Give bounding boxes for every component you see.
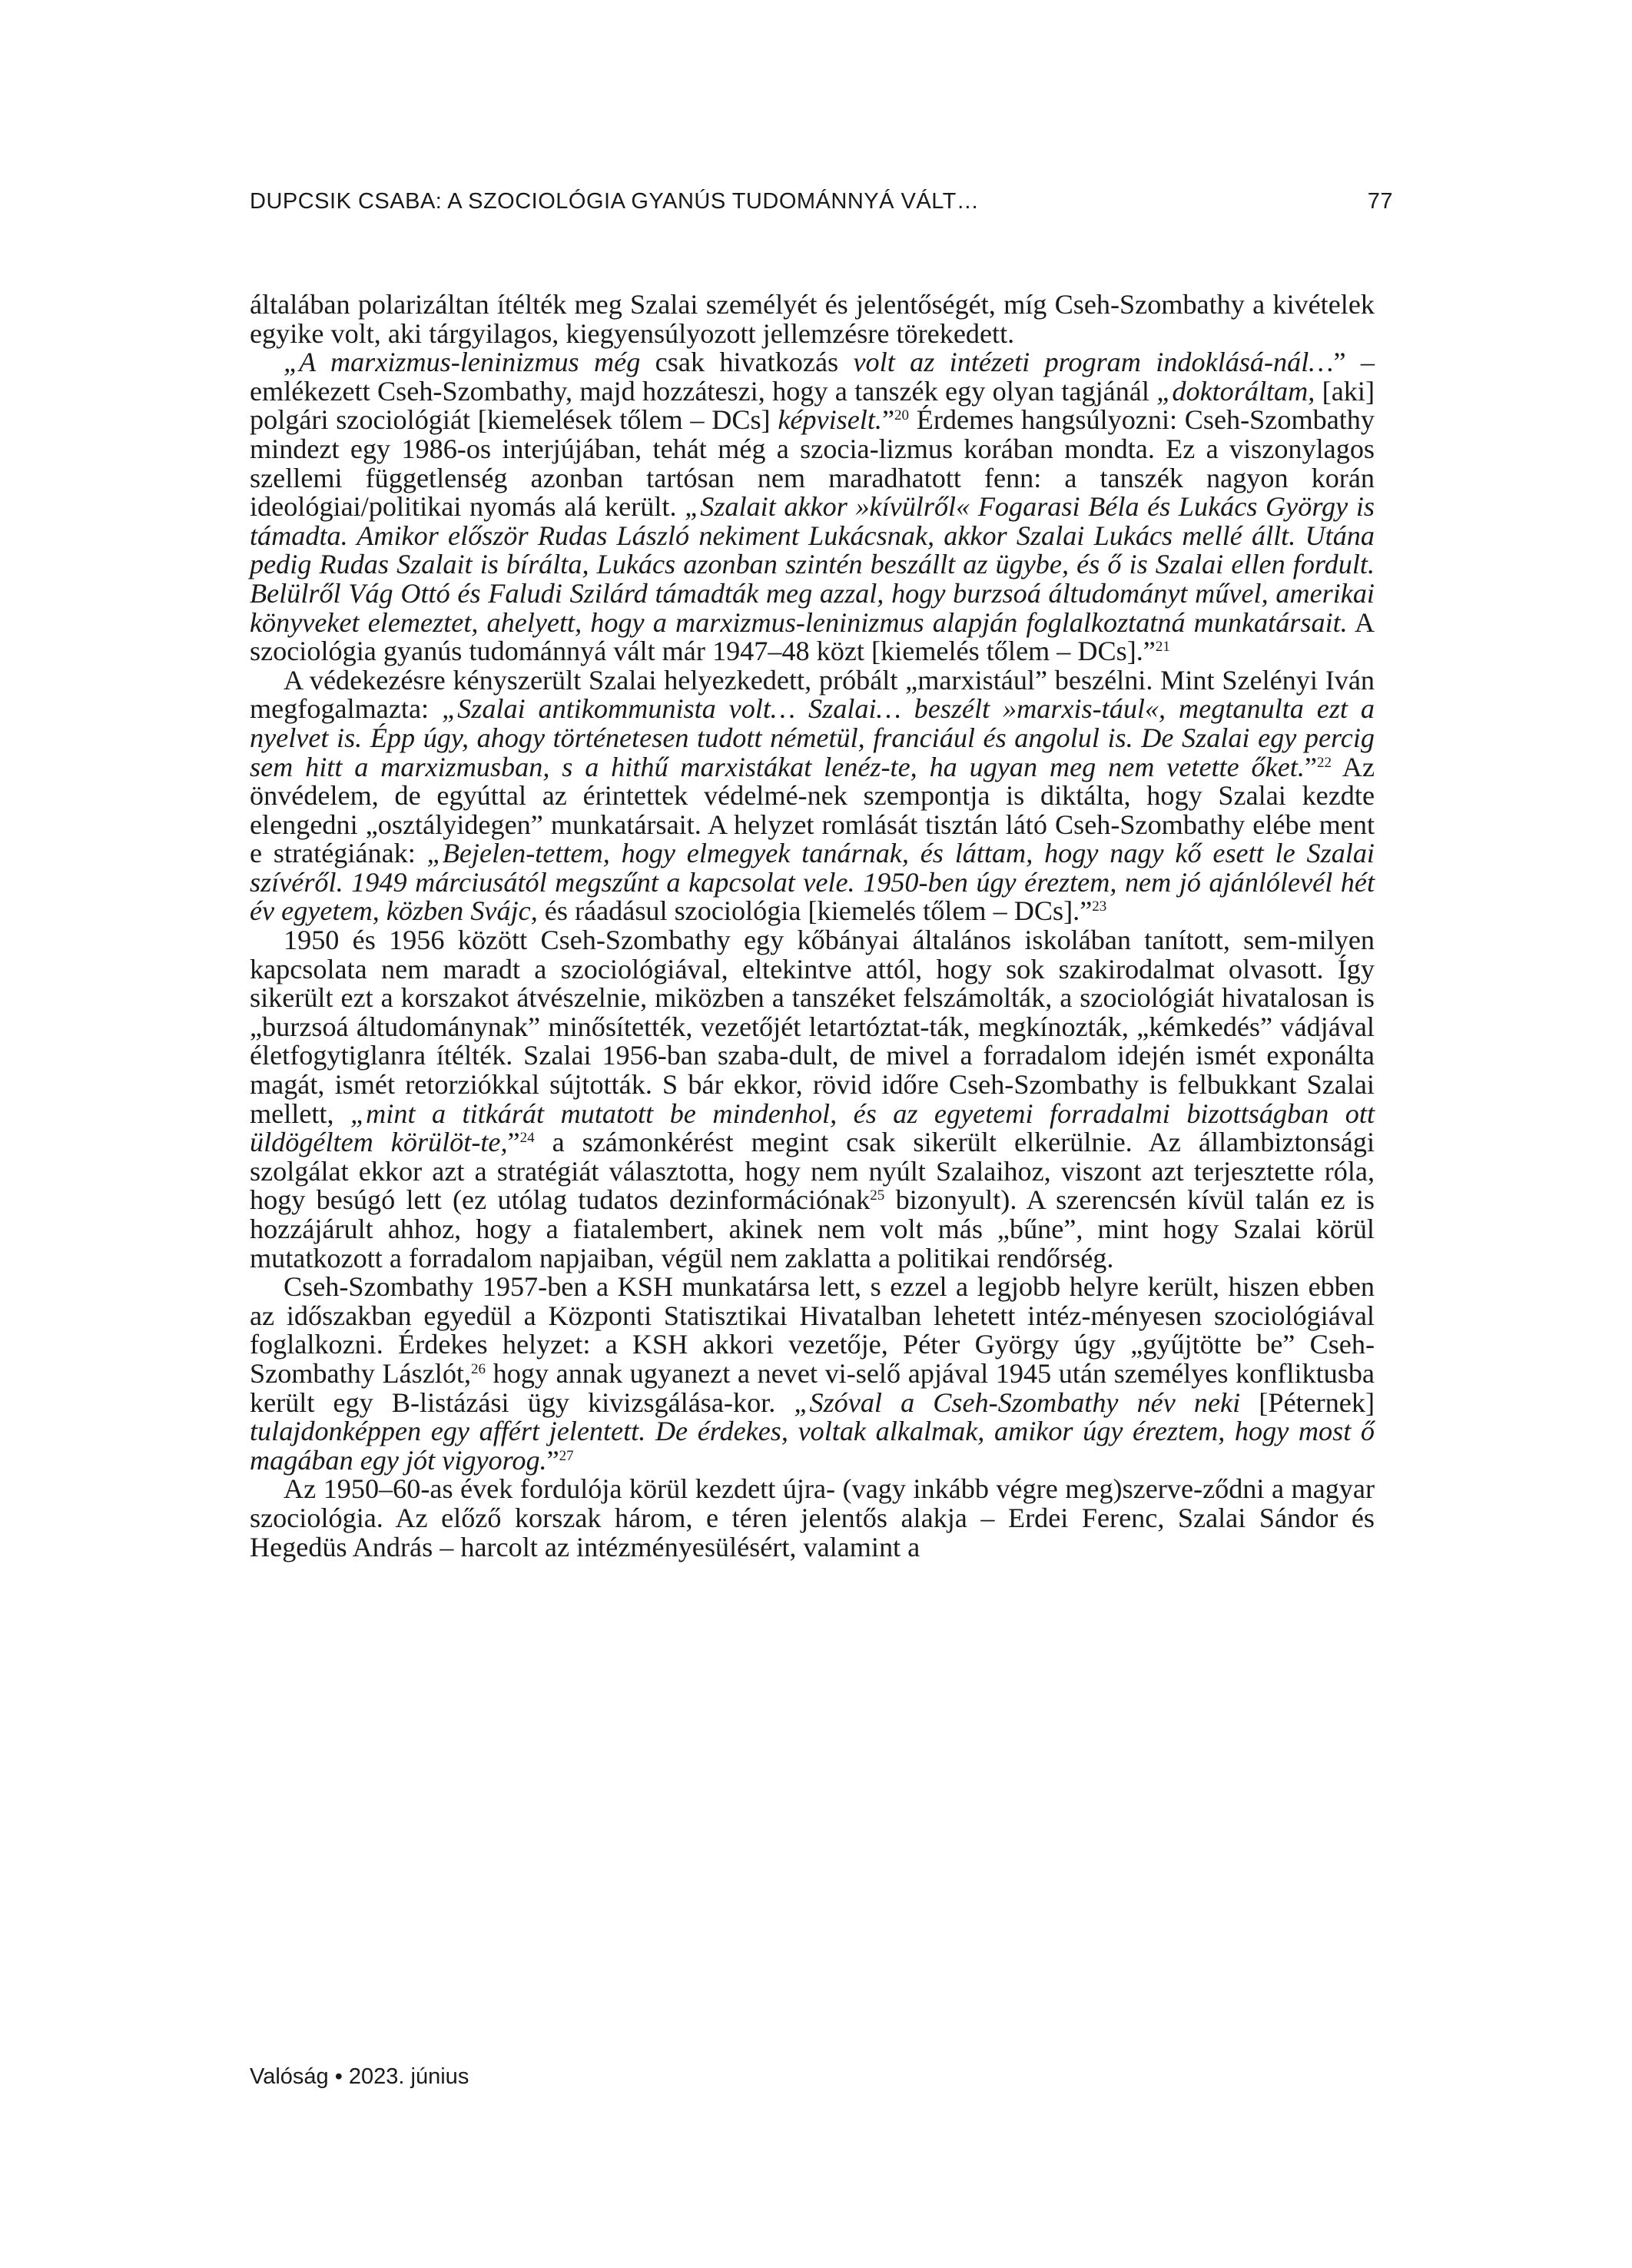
quoted-text: „mint a titkárát mutatott be mindenhol, és az egyetemi forradalmi bizottságban ott üldögéltem körülöt-te,	[250, 1097, 1375, 1158]
footnote-marker: 27	[559, 1447, 574, 1464]
text-run: Cseh-Szombathy 1957-ben a KSH munkatársa lett, s ezzel a legjobb helyre került, hiszen ebben az időszakban egyedül a Központi Statisztikai Hivatalban lehetett intéz-ményesen szociológiával foglalkozni. Érdekes helyzet: a KSH akkori vezetője, Péter György úgy „gyűjtötte be” Cseh-Szombathy Lászlót,	[250, 1271, 1375, 1389]
text-run: [aki] polgári szociológiát [kiemelések tőlem – DCs]	[250, 375, 1375, 436]
quoted-text: „Szalait akkor »kívülről« Fogarasi Béla és Lukács György is támadta. Amikor először Rudas László nekiment Lukácsnak, akkor Szalai Lukács mellé állt. Utána pedig Rudas Szalait is bírálta, Lukács azonban szintén beszállt az ügybe, és ő is Szalai ellen fordult. Belülről Vág Ottó és Faludi Szilárd támadták meg azzal, hogy burzsoá áltudományt művel, amerikai könyveket elemeztet, ahelyett, hogy a marxizmus-leninizmus alapján foglalkoztatná munkatársait.	[250, 491, 1375, 638]
quoted-text: „A marxizmus-leninizmus még	[284, 347, 641, 378]
footnote-marker: 21	[1155, 639, 1170, 656]
text-run: A szociológia gyanús tudománnyá vált már 1947–48 közt [kiemelés tőlem – DCs].”	[250, 606, 1375, 667]
text-run: ” – emlékezett Cseh-Szombathy, majd hozzáteszi, hogy a tanszék egy olyan tagjánál	[250, 347, 1375, 407]
text-run: a számonkérést megint csak sikerült elkerülnie. Az állambiztonsági szolgálat ekkor azt a stratégiát választotta, hogy nem nyúlt Szalaihoz, viszont azt terjesztette róla, hogy besúgó lett (ez utólag tudatos dezinformációnak	[250, 1127, 1375, 1216]
footnote-marker: 23	[1092, 898, 1107, 915]
text-run: [Péternek]	[1240, 1386, 1375, 1418]
text-run: hogy annak ugyanezt a nevet vi-selő apjával 1945 után személyes konfliktusba került egy B-listázási ügy kivizsgálása-kor.	[250, 1357, 1375, 1418]
paragraph	[250, 666, 1375, 926]
running-title: DUPCSIK CSABA: A SZOCIOLÓGIA GYANÚS TUDOMÁNNYÁ VÁLT…	[250, 189, 980, 214]
text-run: Az 1950–60-as évek fordulója körül kezdett újra- (vagy inkább végre meg)szerve-ződni a magyar szociológia. Az előző korszak három, e téren jelentős alakja – Erdei Ferenc, Szalai Sándor és Hegedüs András – harcolt az intézményesülésért, valamint a	[250, 1473, 1375, 1562]
text-run: ”	[1304, 751, 1317, 782]
text-run: ”	[881, 404, 895, 436]
quoted-text: képviselt.	[778, 404, 882, 436]
text-run: Az önvédelem, de egyúttal az érintettek védelmé-nek szempontja is diktálta, hogy Szalai kezdte elengedni „osztályidegen” munkatársait. A helyzet romlását tisztán látó Cseh-Szombathy elébe ment e stratégiának:	[250, 751, 1375, 869]
publication-info: Valóság • 2023. június	[250, 2064, 469, 2089]
text-run: általában polarizáltan ítélték meg Szalai személyét és jelentőségét, míg Cseh-Szombathy a kivételek egyike volt, aki tárgyilagos, kiegyensúlyozott jellemzésre törekedett.	[250, 289, 1375, 349]
paragraph	[250, 1475, 1375, 1562]
quoted-text: „doktoráltam,	[1156, 375, 1315, 407]
text-run: A védekezésre kényszerült Szalai helyezkedett, próbált „marxistául” beszélni. Mint Szelényi Iván megfogalmazta:	[250, 664, 1375, 725]
quoted-text: volt az intézeti program indoklásá-nál…	[853, 347, 1334, 378]
running-header	[250, 189, 1393, 214]
footnote-marker: 25	[870, 1187, 885, 1204]
footnote-marker: 22	[1316, 754, 1332, 771]
footnote-marker: 24	[519, 1130, 535, 1147]
article-body	[250, 291, 1375, 1562]
paragraph	[250, 1273, 1375, 1475]
text-run: 1950 és 1956 között Cseh-Szombathy egy kőbányai általános iskolában tanított, sem-milyen kapcsolata nem maradt a szociológiával, eltekintve attól, hogy sok szakirodalmat olvasott. Így sikerült ezt a korszakot átvészelnie, miközben a tanszéket felszámolták, a szociológiát hivatalosan is „burzsoá áltudománynak” minősítették, vezetőjét letartóztat-ták, megkínozták, „kémkedés” vádjával életfogytiglanra ítélték. Szalai 1956-ban szaba-dult, de mivel a forradalom idején ismét exponálta magát, ismét retorziókkal sújtották. S bár ekkor, rövid időre Cseh-Szombathy is felbukkant Szalai mellett,	[250, 925, 1375, 1129]
paragraph	[250, 348, 1375, 666]
quoted-text: „Szóval a Cseh-Szombathy név neki	[794, 1386, 1241, 1418]
paragraph	[250, 926, 1375, 1273]
footnote-marker: 26	[471, 1360, 486, 1377]
text-run: csak hivatkozás	[640, 347, 854, 378]
text-run: ”	[507, 1127, 520, 1158]
text-run: Érdemes hangsúlyozni: Cseh-Szombathy mindezt egy 1986-os interjújában, tehát még a szocia-lizmus korában mondta. Ez a viszonylagos szellemi függetlenség azonban tartósan nem maradhatott fenn: a tanszék nagyon korán ideológiai/politikai nyomás alá került.	[250, 404, 1375, 523]
text-run: bizonyult). A szerencsén kívül talán ez is hozzájárult ahhoz, hogy a fiatalembert, akinek nem volt más „bűne”, mint hogy Szalai körül mutatkozott a forradalom napjaiban, végül nem zaklatta a politikai rendőrség.	[250, 1184, 1375, 1273]
page-footer	[250, 2064, 469, 2090]
quoted-text: „Bejelen-tettem, hogy elmegyek tanárnak, és láttam, hogy nagy kő esett le Szalai szívéről. 1949 márciusától megszűnt a kapcsolat vele. 1950-ben úgy éreztem, nem jó ajánlólevél hét év egyetem, közben Svájc,	[250, 838, 1375, 927]
quoted-text: tulajdonképpen egy affért jelentett. De érdekes, voltak alkalmak, amikor úgy éreztem, hogy most ő magában egy jót vigyorog.	[250, 1416, 1375, 1476]
text-run: és ráadásul szociológia [kiemelés tőlem – DCs].”	[537, 895, 1093, 927]
quoted-text: „Szalai antikommunista volt… Szalai… beszélt »marxis-tául«, megtanulta ezt a nyelvet is. Épp úgy, ahogy történetesen tudott németül, franciául és angolul is. De Szalai egy percig sem hitt a marxizmusban, s a hithű marxistákat lenéz-te, ha ugyan meg nem vetette őket.	[250, 693, 1375, 782]
footnote-marker: 20	[894, 407, 910, 424]
text-run: ”	[546, 1444, 559, 1476]
paragraph	[250, 291, 1375, 348]
page-number: 77	[1367, 189, 1393, 214]
